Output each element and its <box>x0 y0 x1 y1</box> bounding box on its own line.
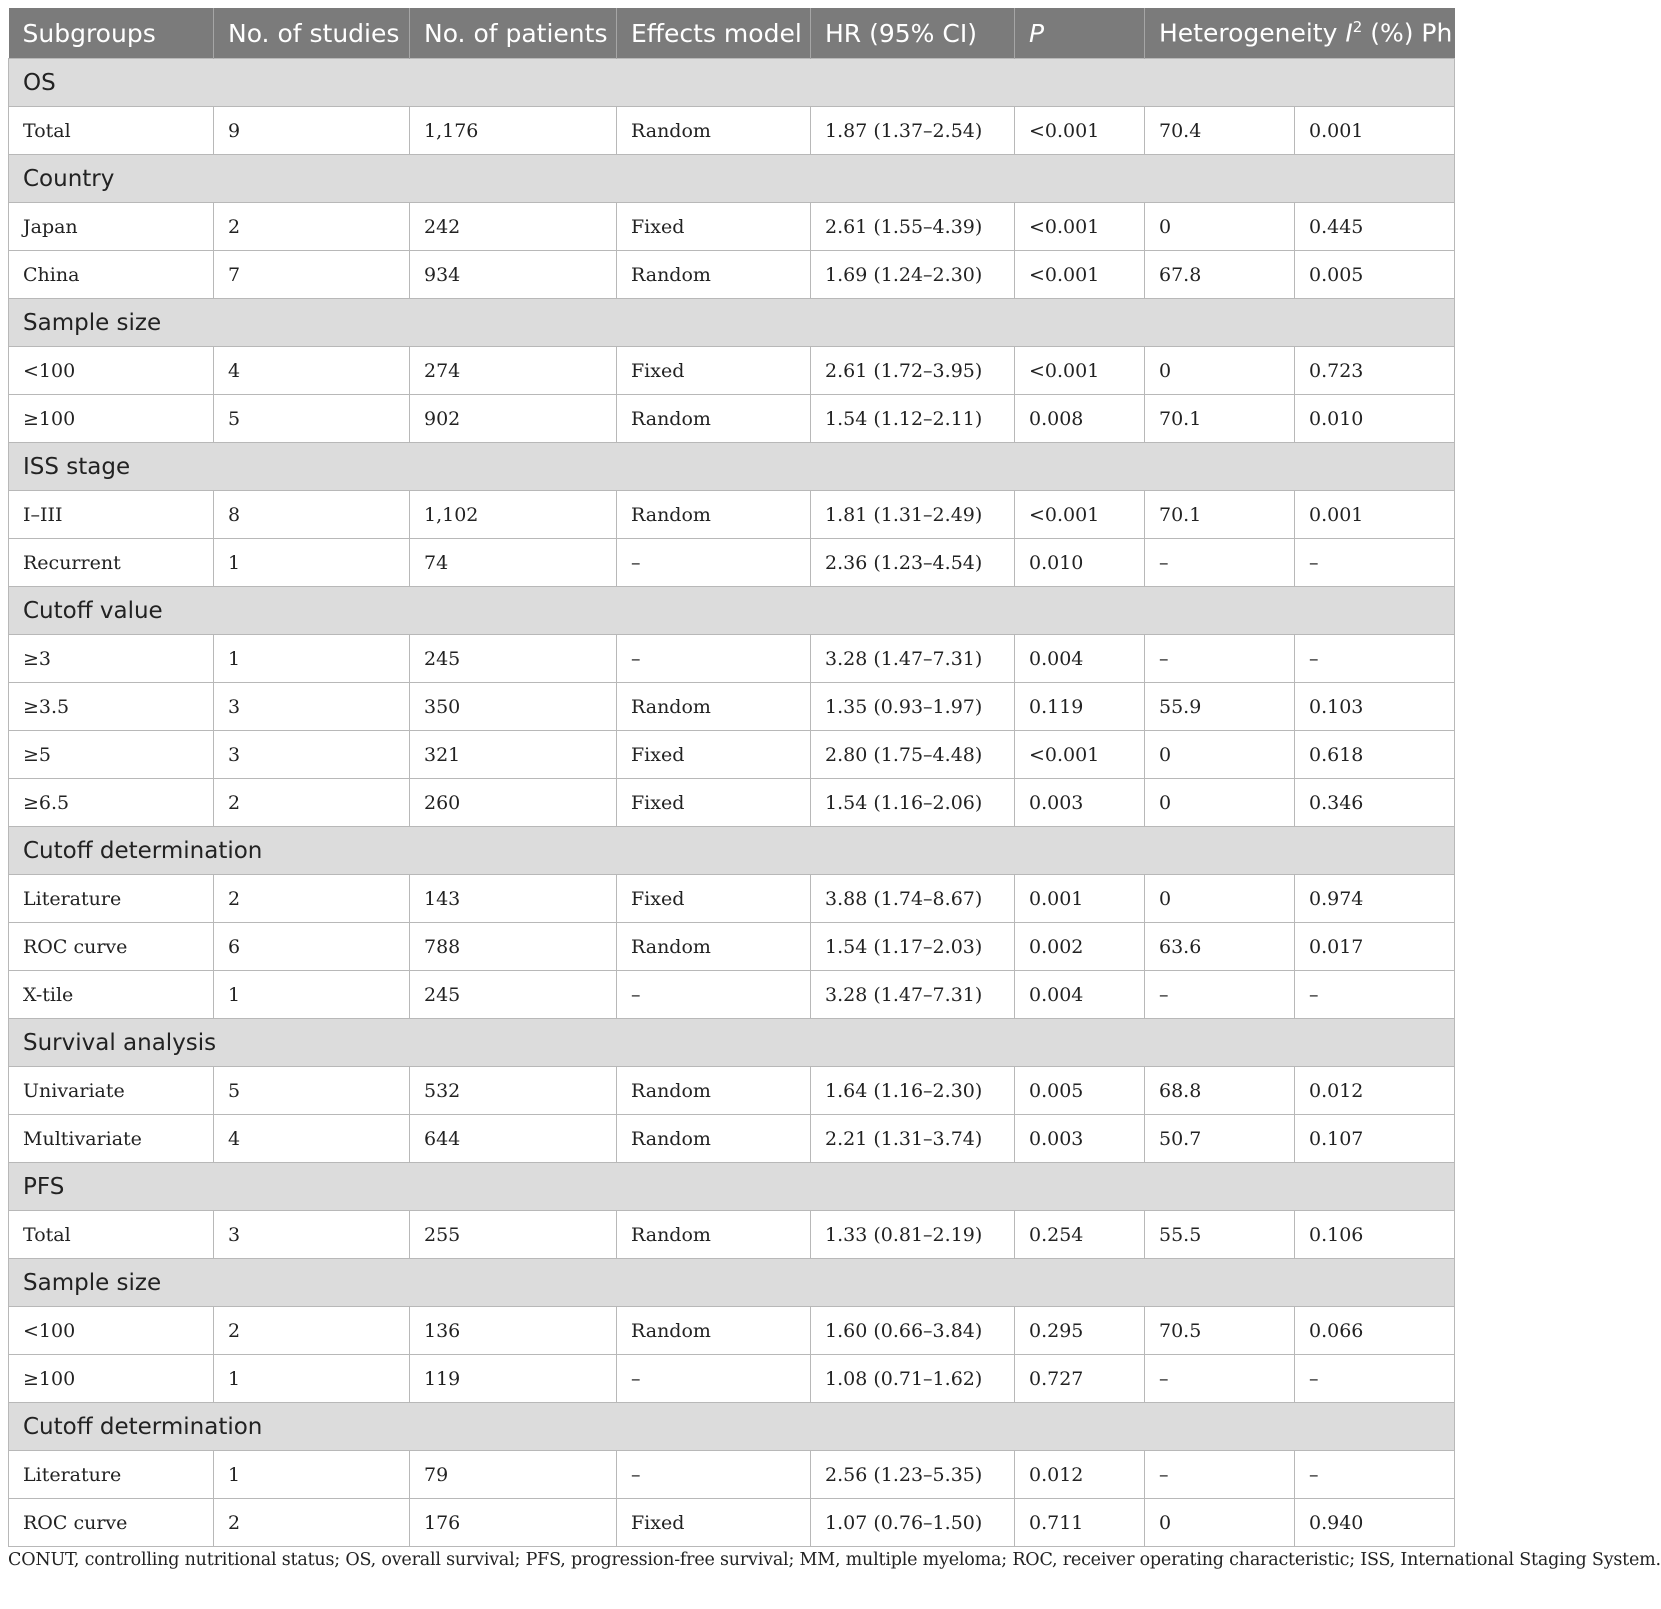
cell-i2: 0 <box>1145 347 1295 395</box>
cell-subgroup: ≥100 <box>9 1355 214 1403</box>
cell-studies: 6 <box>214 923 410 971</box>
cell-patients: 350 <box>410 683 617 731</box>
cell-i2: 70.1 <box>1145 395 1295 443</box>
cell-effects-model: – <box>617 971 811 1019</box>
cell-hr: 3.28 (1.47–7.31) <box>811 635 1015 683</box>
cell-patients: 532 <box>410 1067 617 1115</box>
cell-effects-model: Random <box>617 491 811 539</box>
cell-p-value: 0.119 <box>1015 683 1145 731</box>
cell-studies: 1 <box>214 1355 410 1403</box>
cell-patients: 245 <box>410 971 617 1019</box>
cell-subgroup: ≥6.5 <box>9 779 214 827</box>
cell-patients: 902 <box>410 395 617 443</box>
cell-subgroup: Recurrent <box>9 539 214 587</box>
cell-subgroup: ≥5 <box>9 731 214 779</box>
cell-effects-model: Random <box>617 107 811 155</box>
cell-effects-model: – <box>617 1451 811 1499</box>
cell-effects-model: Random <box>617 395 811 443</box>
cell-ph: – <box>1295 971 1455 1019</box>
group-label: Sample size <box>9 299 1455 347</box>
header-studies: No. of studies <box>214 8 410 59</box>
cell-i2: – <box>1145 1451 1295 1499</box>
cell-i2: – <box>1145 539 1295 587</box>
group-label: Cutoff determination <box>9 1403 1455 1451</box>
cell-studies: 4 <box>214 347 410 395</box>
table-row <box>9 395 1455 443</box>
cell-ph: 0.346 <box>1295 779 1455 827</box>
header-effects-model: Effects model <box>617 8 811 59</box>
het-i: I <box>1345 18 1353 48</box>
cell-studies: 1 <box>214 539 410 587</box>
group-row <box>9 1019 1455 1067</box>
cell-p-value: 0.295 <box>1015 1307 1145 1355</box>
cell-ph: 0.974 <box>1295 875 1455 923</box>
cell-subgroup: ≥100 <box>9 395 214 443</box>
cell-i2: 0 <box>1145 1499 1295 1547</box>
cell-subgroup: Total <box>9 1211 214 1259</box>
group-label: Survival analysis <box>9 1019 1455 1067</box>
cell-i2: 70.1 <box>1145 491 1295 539</box>
cell-patients: 1,176 <box>410 107 617 155</box>
cell-p-value: <0.001 <box>1015 347 1145 395</box>
group-row <box>9 299 1455 347</box>
table-row <box>9 107 1455 155</box>
cell-patients: 934 <box>410 251 617 299</box>
cell-p-value: 0.004 <box>1015 971 1145 1019</box>
cell-i2: 50.7 <box>1145 1115 1295 1163</box>
cell-hr: 1.64 (1.16–2.30) <box>811 1067 1015 1115</box>
cell-p-value: <0.001 <box>1015 731 1145 779</box>
cell-i2: – <box>1145 635 1295 683</box>
cell-i2: 0 <box>1145 731 1295 779</box>
table-row <box>9 683 1455 731</box>
cell-p-value: 0.001 <box>1015 875 1145 923</box>
cell-studies: 1 <box>214 971 410 1019</box>
cell-studies: 7 <box>214 251 410 299</box>
cell-i2: – <box>1145 971 1295 1019</box>
cell-patients: 74 <box>410 539 617 587</box>
cell-effects-model: Fixed <box>617 203 811 251</box>
cell-effects-model: – <box>617 635 811 683</box>
cell-ph: 0.103 <box>1295 683 1455 731</box>
cell-hr: 1.08 (0.71–1.62) <box>811 1355 1015 1403</box>
group-label: Cutoff determination <box>9 827 1455 875</box>
cell-patients: 176 <box>410 1499 617 1547</box>
cell-subgroup: <100 <box>9 1307 214 1355</box>
table-row <box>9 875 1455 923</box>
cell-ph: – <box>1295 1451 1455 1499</box>
cell-p-value: 0.012 <box>1015 1451 1145 1499</box>
cell-studies: 2 <box>214 203 410 251</box>
cell-hr: 1.54 (1.17–2.03) <box>811 923 1015 971</box>
cell-p-value: 0.711 <box>1015 1499 1145 1547</box>
table-row <box>9 779 1455 827</box>
cell-hr: 1.54 (1.16–2.06) <box>811 779 1015 827</box>
cell-i2: 70.5 <box>1145 1307 1295 1355</box>
table-row <box>9 491 1455 539</box>
header-p: P <box>1015 8 1145 59</box>
table-row <box>9 1355 1455 1403</box>
cell-subgroup: Multivariate <box>9 1115 214 1163</box>
cell-p-value: 0.010 <box>1015 539 1145 587</box>
cell-hr: 2.21 (1.31–3.74) <box>811 1115 1015 1163</box>
cell-studies: 2 <box>214 1307 410 1355</box>
cell-i2: 55.5 <box>1145 1211 1295 1259</box>
cell-patients: 1,102 <box>410 491 617 539</box>
cell-i2: 70.4 <box>1145 107 1295 155</box>
cell-i2: 0 <box>1145 203 1295 251</box>
cell-effects-model: – <box>617 539 811 587</box>
cell-hr: 1.33 (0.81–2.19) <box>811 1211 1015 1259</box>
cell-subgroup: ≥3.5 <box>9 683 214 731</box>
table-row <box>9 1499 1455 1547</box>
header-subgroups: Subgroups <box>9 8 214 59</box>
group-row <box>9 59 1455 107</box>
cell-ph: – <box>1295 1355 1455 1403</box>
cell-subgroup: Univariate <box>9 1067 214 1115</box>
cell-p-value: 0.254 <box>1015 1211 1145 1259</box>
cell-patients: 79 <box>410 1451 617 1499</box>
cell-subgroup: I–III <box>9 491 214 539</box>
table-container <box>8 8 1661 1570</box>
cell-p-value: <0.001 <box>1015 251 1145 299</box>
cell-subgroup: X-tile <box>9 971 214 1019</box>
cell-effects-model: Random <box>617 1115 811 1163</box>
cell-hr: 2.80 (1.75–4.48) <box>811 731 1015 779</box>
cell-hr: 1.69 (1.24–2.30) <box>811 251 1015 299</box>
cell-studies: 2 <box>214 1499 410 1547</box>
cell-hr: 1.60 (0.66–3.84) <box>811 1307 1015 1355</box>
table-row <box>9 347 1455 395</box>
cell-effects-model: Random <box>617 1067 811 1115</box>
subgroup-analysis-table <box>8 8 1455 1547</box>
table-row <box>9 731 1455 779</box>
cell-patients: 143 <box>410 875 617 923</box>
cell-effects-model: – <box>617 1355 811 1403</box>
cell-ph: 0.066 <box>1295 1307 1455 1355</box>
cell-i2: – <box>1145 1355 1295 1403</box>
cell-ph: 0.017 <box>1295 923 1455 971</box>
cell-studies: 3 <box>214 683 410 731</box>
cell-i2: 63.6 <box>1145 923 1295 971</box>
cell-studies: 3 <box>214 1211 410 1259</box>
cell-hr: 1.54 (1.12–2.11) <box>811 395 1015 443</box>
cell-p-value: <0.001 <box>1015 107 1145 155</box>
group-label: PFS <box>9 1163 1455 1211</box>
group-row <box>9 1403 1455 1451</box>
cell-ph: 0.012 <box>1295 1067 1455 1115</box>
cell-patients: 136 <box>410 1307 617 1355</box>
cell-p-value: 0.003 <box>1015 1115 1145 1163</box>
cell-effects-model: Fixed <box>617 1499 811 1547</box>
cell-patients: 255 <box>410 1211 617 1259</box>
cell-patients: 644 <box>410 1115 617 1163</box>
cell-patients: 788 <box>410 923 617 971</box>
cell-ph: 0.445 <box>1295 203 1455 251</box>
cell-subgroup: ≥3 <box>9 635 214 683</box>
cell-subgroup: Literature <box>9 875 214 923</box>
cell-subgroup: <100 <box>9 347 214 395</box>
cell-effects-model: Random <box>617 923 811 971</box>
cell-hr: 3.88 (1.74–8.67) <box>811 875 1015 923</box>
group-row <box>9 827 1455 875</box>
table-row <box>9 971 1455 1019</box>
cell-i2: 0 <box>1145 779 1295 827</box>
group-label: Cutoff value <box>9 587 1455 635</box>
cell-effects-model: Fixed <box>617 875 811 923</box>
group-label: Sample size <box>9 1259 1455 1307</box>
cell-p-value: 0.008 <box>1015 395 1145 443</box>
cell-effects-model: Random <box>617 683 811 731</box>
cell-hr: 2.61 (1.72–3.95) <box>811 347 1015 395</box>
table-row <box>9 1115 1455 1163</box>
cell-p-value: <0.001 <box>1015 203 1145 251</box>
cell-hr: 2.56 (1.23–5.35) <box>811 1451 1015 1499</box>
cell-effects-model: Random <box>617 1307 811 1355</box>
header-row <box>9 8 1455 59</box>
table-footnote: CONUT, controlling nutritional status; OS, overall survival; PFS, progression-free survival; MM, multiple myeloma; ROC, receiver operating characteristic; ISS, International Staging System. <box>8 1550 1661 1570</box>
cell-patients: 274 <box>410 347 617 395</box>
cell-studies: 1 <box>214 635 410 683</box>
cell-studies: 9 <box>214 107 410 155</box>
cell-patients: 321 <box>410 731 617 779</box>
cell-effects-model: Random <box>617 251 811 299</box>
cell-patients: 245 <box>410 635 617 683</box>
cell-studies: 3 <box>214 731 410 779</box>
cell-i2: 55.9 <box>1145 683 1295 731</box>
cell-effects-model: Fixed <box>617 731 811 779</box>
group-row <box>9 1163 1455 1211</box>
table-row <box>9 923 1455 971</box>
cell-ph: 0.001 <box>1295 491 1455 539</box>
cell-effects-model: Fixed <box>617 347 811 395</box>
cell-studies: 5 <box>214 395 410 443</box>
cell-subgroup: Japan <box>9 203 214 251</box>
table-row <box>9 635 1455 683</box>
table-row <box>9 1307 1455 1355</box>
cell-i2: 67.8 <box>1145 251 1295 299</box>
het-suffix: (%) Ph <box>1362 18 1453 48</box>
cell-studies: 2 <box>214 779 410 827</box>
table-row <box>9 539 1455 587</box>
cell-ph: 0.010 <box>1295 395 1455 443</box>
cell-hr: 2.36 (1.23–4.54) <box>811 539 1015 587</box>
table-row <box>9 251 1455 299</box>
table-row <box>9 203 1455 251</box>
header-hr: HR (95% CI) <box>811 8 1015 59</box>
cell-ph: 0.106 <box>1295 1211 1455 1259</box>
cell-hr: 1.07 (0.76–1.50) <box>811 1499 1015 1547</box>
header-patients: No. of patients <box>410 8 617 59</box>
cell-p-value: 0.004 <box>1015 635 1145 683</box>
group-label: Country <box>9 155 1455 203</box>
cell-subgroup: Total <box>9 107 214 155</box>
cell-hr: 1.35 (0.93–1.97) <box>811 683 1015 731</box>
cell-hr: 1.87 (1.37–2.54) <box>811 107 1015 155</box>
cell-patients: 260 <box>410 779 617 827</box>
cell-studies: 1 <box>214 1451 410 1499</box>
cell-p-value: 0.002 <box>1015 923 1145 971</box>
header-heterogeneity <box>1145 8 1455 59</box>
group-label: ISS stage <box>9 443 1455 491</box>
cell-ph: 0.001 <box>1295 107 1455 155</box>
table-row <box>9 1211 1455 1259</box>
cell-ph: – <box>1295 635 1455 683</box>
cell-hr: 2.61 (1.55–4.39) <box>811 203 1015 251</box>
cell-studies: 4 <box>214 1115 410 1163</box>
group-label: OS <box>9 59 1455 107</box>
cell-studies: 8 <box>214 491 410 539</box>
het-prefix: Heterogeneity <box>1159 18 1346 48</box>
group-row <box>9 443 1455 491</box>
cell-subgroup: Literature <box>9 1451 214 1499</box>
cell-studies: 5 <box>214 1067 410 1115</box>
cell-ph: 0.618 <box>1295 731 1455 779</box>
cell-patients: 242 <box>410 203 617 251</box>
het-sup: 2 <box>1352 18 1363 37</box>
cell-ph: 0.940 <box>1295 1499 1455 1547</box>
cell-ph: 0.723 <box>1295 347 1455 395</box>
cell-subgroup: China <box>9 251 214 299</box>
cell-patients: 119 <box>410 1355 617 1403</box>
table-body <box>9 59 1455 1547</box>
cell-ph: 0.107 <box>1295 1115 1455 1163</box>
cell-p-value: 0.003 <box>1015 779 1145 827</box>
group-row <box>9 155 1455 203</box>
cell-p-value: 0.727 <box>1015 1355 1145 1403</box>
cell-effects-model: Fixed <box>617 779 811 827</box>
cell-hr: 3.28 (1.47–7.31) <box>811 971 1015 1019</box>
cell-i2: 0 <box>1145 875 1295 923</box>
cell-subgroup: ROC curve <box>9 923 214 971</box>
cell-ph: 0.005 <box>1295 251 1455 299</box>
group-row <box>9 1259 1455 1307</box>
table-row <box>9 1067 1455 1115</box>
group-row <box>9 587 1455 635</box>
cell-ph: – <box>1295 539 1455 587</box>
cell-i2: 68.8 <box>1145 1067 1295 1115</box>
cell-p-value: 0.005 <box>1015 1067 1145 1115</box>
cell-subgroup: ROC curve <box>9 1499 214 1547</box>
cell-studies: 2 <box>214 875 410 923</box>
cell-p-value: <0.001 <box>1015 491 1145 539</box>
cell-hr: 1.81 (1.31–2.49) <box>811 491 1015 539</box>
cell-effects-model: Random <box>617 1211 811 1259</box>
table-row <box>9 1451 1455 1499</box>
